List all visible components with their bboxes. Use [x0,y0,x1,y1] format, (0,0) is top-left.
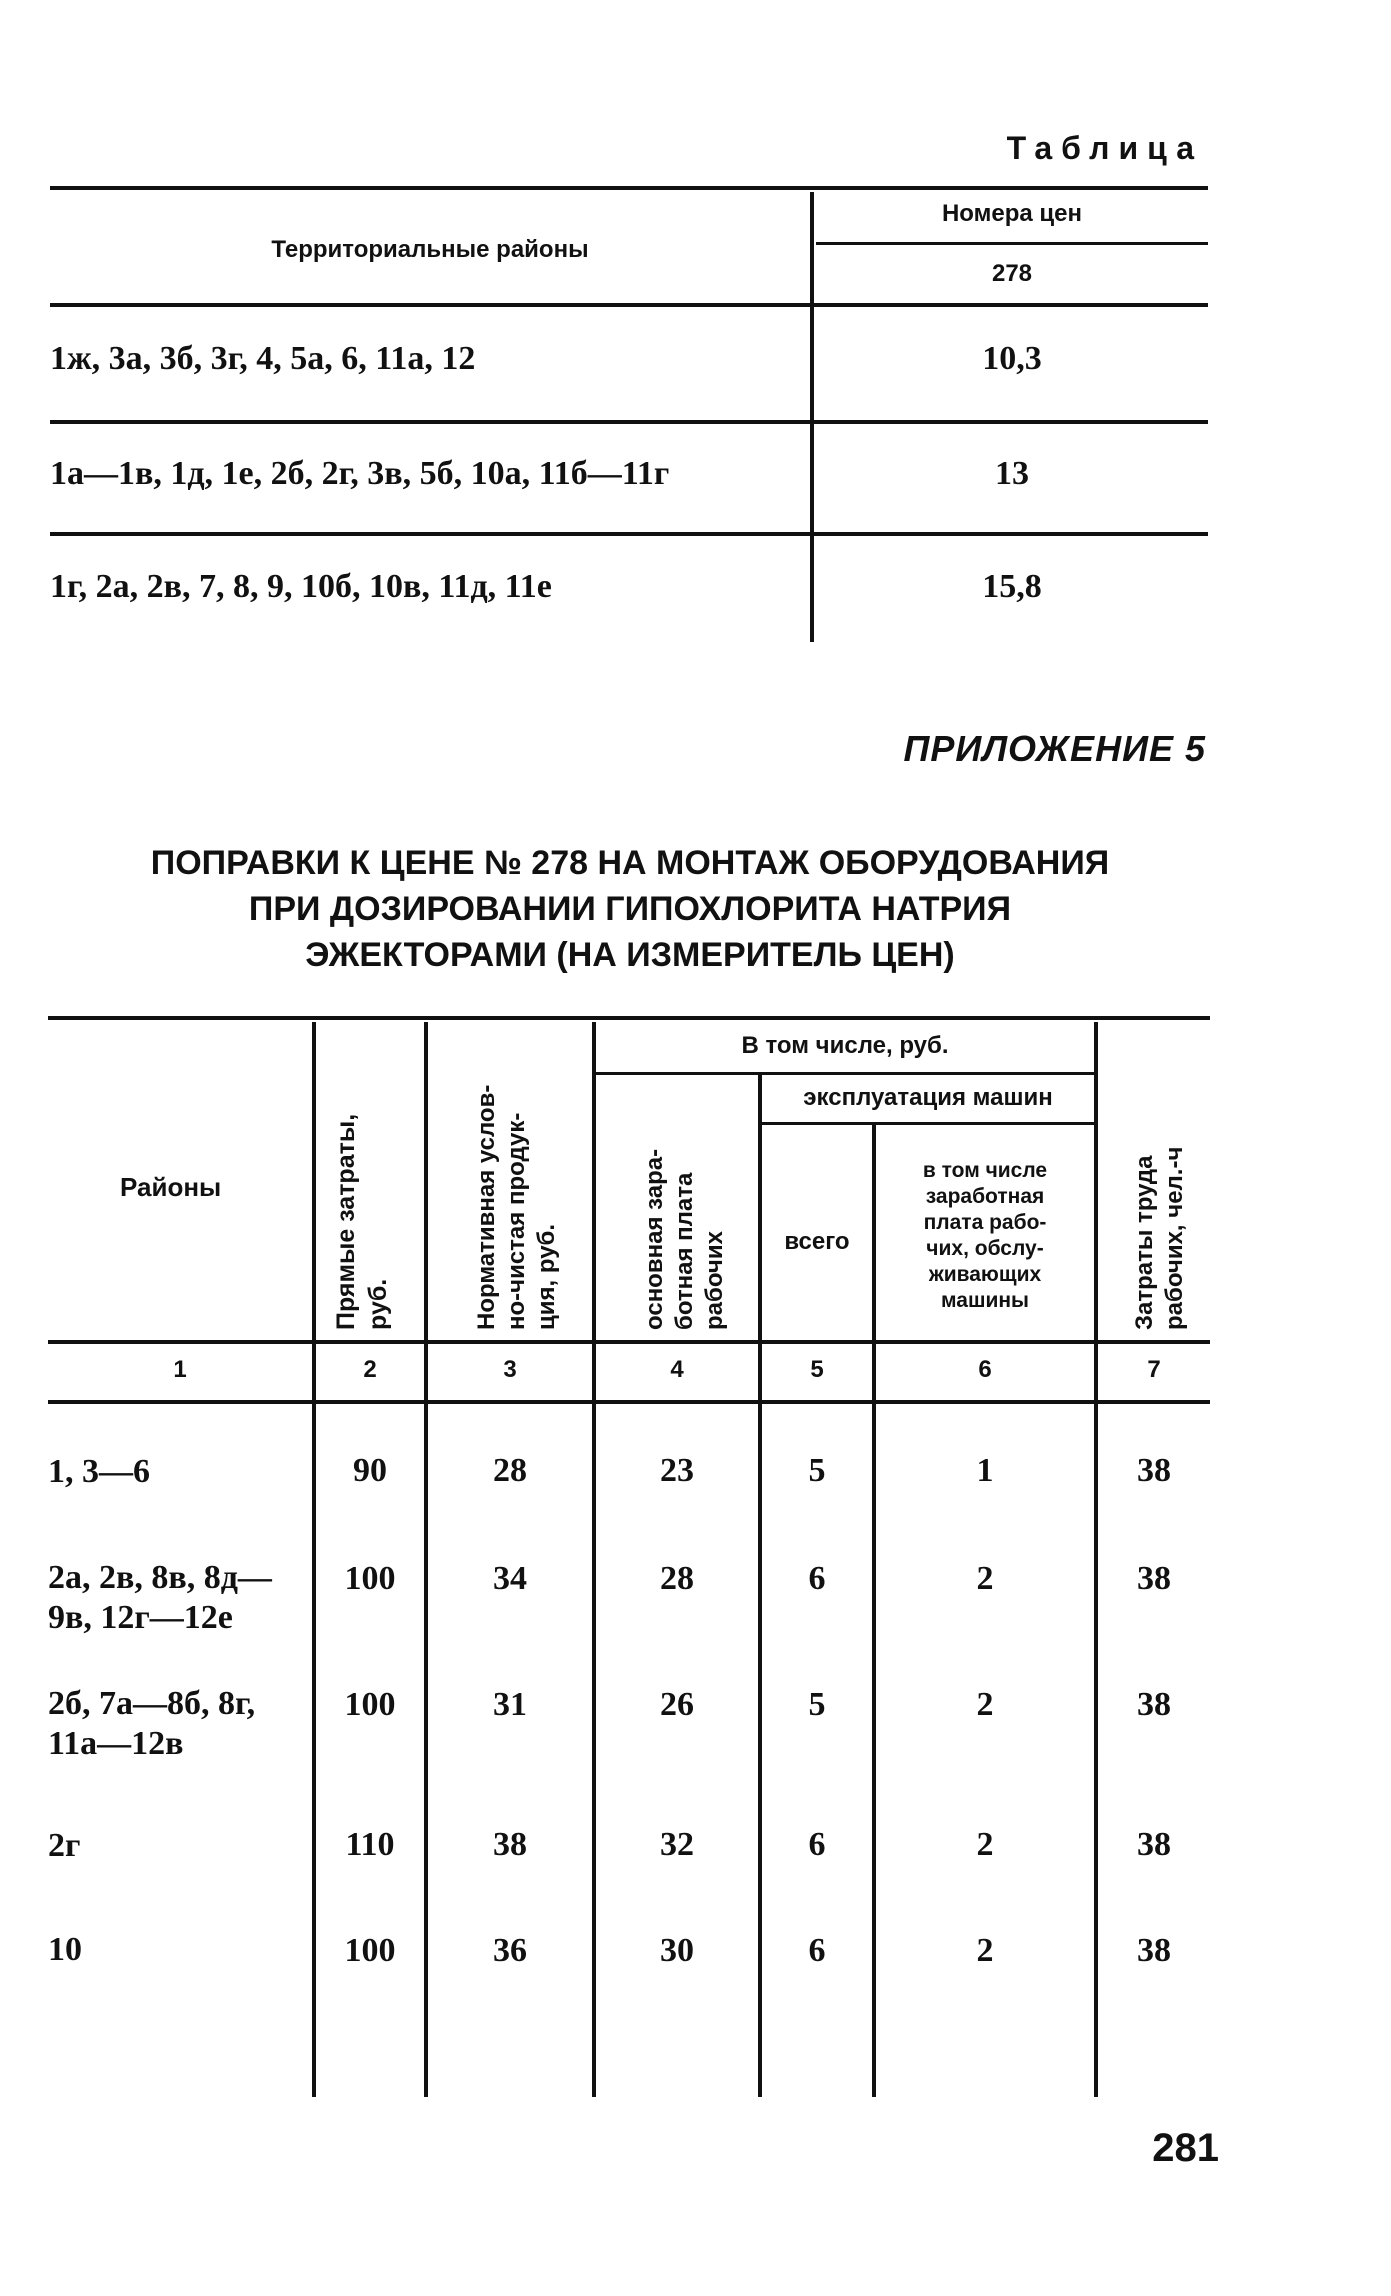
table-row-region-line: 2а, 2в, 8в, 8д— [48,1559,272,1596]
table1-header-number: 278 [991,260,1033,287]
table1-row3-value: 15,8 [982,568,1042,605]
table-cell: 5 [808,1686,826,1723]
header-incl-wage-line: машины [941,1289,1029,1312]
table-cell: 23 [660,1452,694,1489]
header-machine-operation: эксплуатация машин [803,1084,1053,1111]
header-regions: Районы [120,1172,222,1202]
table-cell: 38 [493,1826,527,1863]
table1-header-subrule [816,242,1208,245]
col-number: 5 [810,1356,824,1383]
col-number: 7 [1147,1356,1161,1383]
col-number: 2 [363,1356,377,1383]
header-including: В том числе, руб. [741,1032,949,1059]
page-title-line: ЭЖЕКТОРАМИ (НА ИЗМЕРИТЕЛЬ ЦЕН) [305,936,955,974]
table-cell: 31 [493,1686,527,1723]
table1-row-rule [50,420,1208,424]
page-title-line: ПРИ ДОЗИРОВАНИИ ГИПОХЛОРИТА НАТРИЯ [248,890,1012,928]
table-row-region-line: 1, 3—6 [48,1453,150,1490]
table-cell: 38 [1137,1686,1171,1723]
table1-col-divider [810,192,814,642]
table2-machine-rule [762,1122,1094,1125]
table-cell: 2 [976,1932,994,1969]
table1-row1-value: 10,3 [982,340,1042,377]
table-cell: 1 [976,1452,994,1489]
col-number: 4 [670,1356,684,1383]
table-row-region-line: 2г [48,1827,81,1864]
table-cell: 2 [976,1686,994,1723]
table-cell: 100 [344,1560,396,1597]
table1-header-regions: Территориальные районы [271,236,589,263]
table-row-region-line: 10 [48,1931,82,1968]
table1-caption: Таблица [1006,130,1203,166]
table-cell: 34 [493,1560,527,1597]
table-cell: 38 [1137,1452,1171,1489]
table-row-region [48,1826,80,1866]
table-cell: 100 [344,1686,396,1723]
table-cell: 6 [808,1560,826,1597]
header-normative: Нормативная услов- но-чистая продук- ция, руб. [473,1084,560,1330]
header-base-wage: основная зара- ботная плата рабочих [641,1148,728,1330]
table1-header-prices: Номера цен [941,200,1083,227]
header-total: всего [784,1228,850,1255]
page-number: 281 [1152,2126,1219,2170]
table1-row2-value: 13 [995,455,1029,492]
page-title [0,840,1260,978]
header-direct-costs: Прямые затраты, руб. [332,1113,392,1330]
table-row-region-line: 9в, 12г—12е [48,1599,233,1636]
table1-row-rule [50,532,1208,536]
header-incl-wage-line: заработная [925,1185,1045,1208]
appendix-label: ПРИЛОЖЕНИЕ 5 [903,728,1206,769]
table-cell: 100 [344,1932,396,1969]
header-incl-wage [876,1158,1094,1314]
col-number: 1 [173,1356,187,1383]
table2-header-rule [48,1340,1210,1344]
table-cell: 6 [808,1932,826,1969]
table2-top-rule [48,1016,1210,1020]
table-cell: 28 [493,1452,527,1489]
table-row-region-line: 2б, 7а—8б, 8г, [48,1685,256,1722]
header-incl-wage-line: живающих [928,1263,1042,1286]
table-row-region [48,1452,150,1492]
table1-row3-regions: 1г, 2а, 2в, 7, 8, 9, 10б, 10в, 11д, 11е [50,568,552,605]
table-cell: 38 [1137,1932,1171,1969]
header-incl-wage-line: плата рабо- [923,1211,1047,1234]
table-cell: 28 [660,1560,694,1597]
header-incl-wage-line: чих, обслу- [926,1237,1044,1260]
header-incl-wage-line: в том числе [922,1159,1048,1182]
table-row-region [48,1684,255,1764]
table-row-region [48,1558,272,1638]
table-cell: 110 [345,1826,395,1863]
col-number: 3 [503,1356,517,1383]
table2-incl-rule [596,1072,1094,1075]
table1-header-rule [50,303,1208,307]
table-cell: 5 [808,1452,826,1489]
header-labor: Затраты труда рабочих, чел.-ч [1131,1146,1188,1330]
table-cell: 30 [660,1932,694,1969]
table-cell: 2 [976,1560,994,1597]
table-cell: 32 [660,1826,694,1863]
table-cell: 2 [976,1826,994,1863]
table-cell: 90 [353,1452,387,1489]
table-cell: 6 [808,1826,826,1863]
table1-row2-regions: 1а—1в, 1д, 1е, 2б, 2г, 3в, 5б, 10а, 11б—11г [50,455,670,492]
table1-top-rule [50,186,1208,190]
page-title-line: ПОПРАВКИ К ЦЕНЕ № 278 НА МОНТАЖ ОБОРУДОВАНИЯ [150,844,1110,882]
table-cell: 26 [660,1686,694,1723]
table-row-region [48,1930,82,1970]
table-row-region-line: 11а—12в [48,1725,184,1762]
table-cell: 38 [1137,1826,1171,1863]
col-number: 6 [978,1356,992,1383]
table2-number-rule [48,1400,1210,1404]
table-cell: 36 [493,1932,527,1969]
table-cell: 38 [1137,1560,1171,1597]
table1-row1-regions: 1ж, 3а, 3б, 3г, 4, 5а, 6, 11а, 12 [50,340,476,377]
